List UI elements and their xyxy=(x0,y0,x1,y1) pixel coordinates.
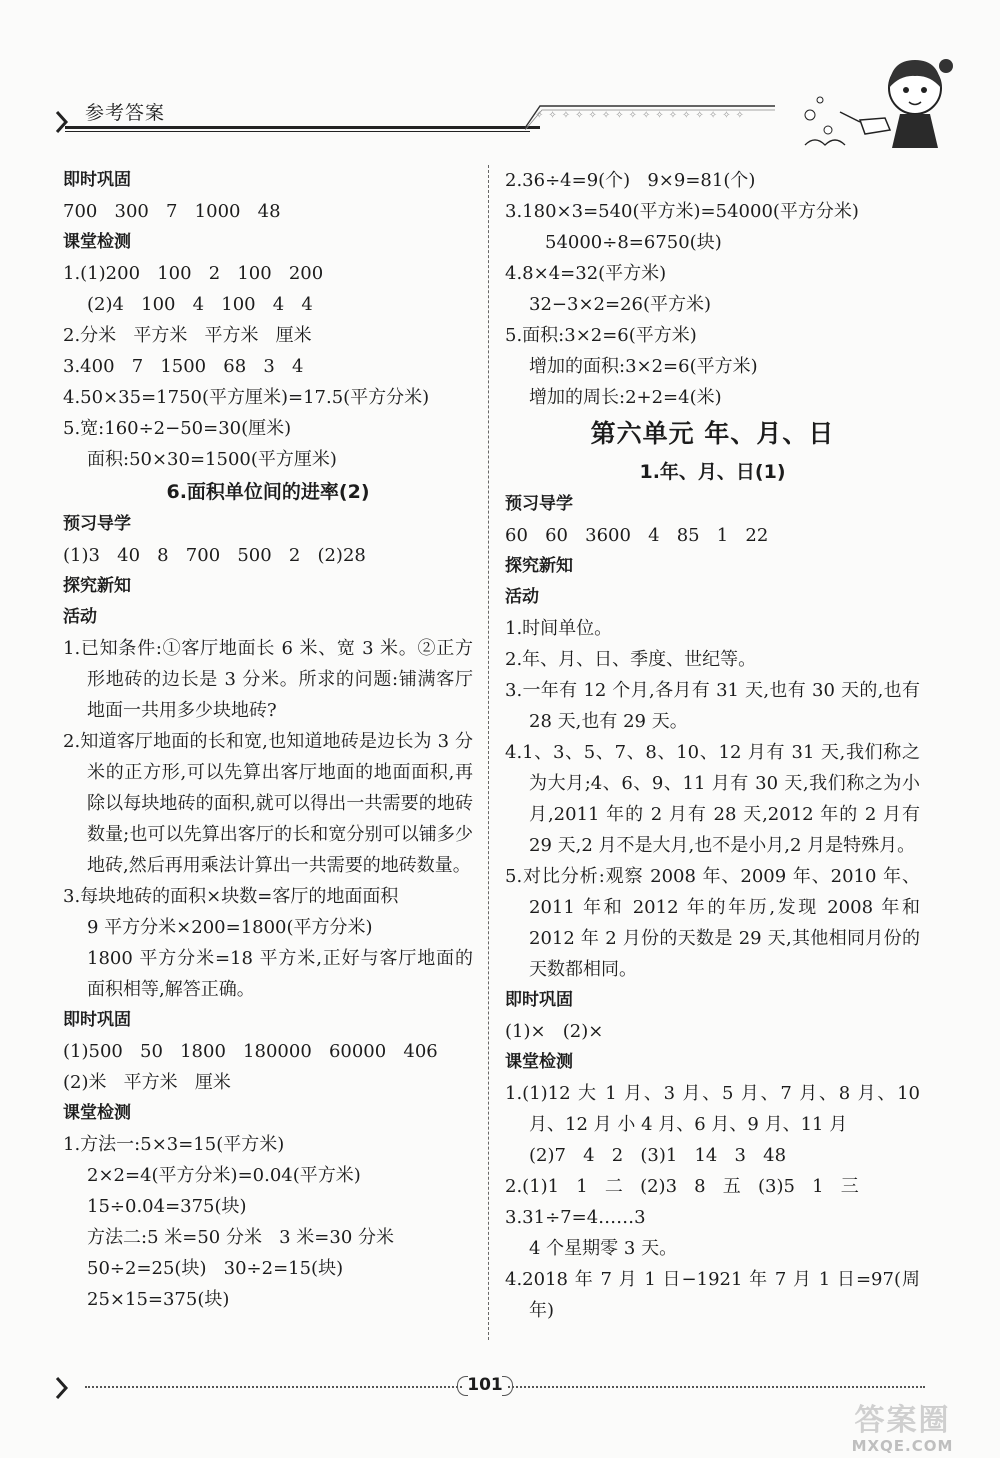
unit-title: 第六单元 年、月、日 xyxy=(590,419,835,448)
answer-line: 2.36÷4=9(个) 9×9=81(个) xyxy=(505,170,756,191)
answer-line: (1)500 50 1800 180000 60000 406 xyxy=(63,1041,438,1062)
answer-line: 2×2=4(平方分米)=0.04(平方米) xyxy=(87,1165,361,1186)
section-heading: 课堂检测 xyxy=(63,1103,131,1123)
answer-paragraph: 4.2018 年 7 月 1 日−1921 年 7 月 1 日=97(周年) xyxy=(505,1269,920,1321)
answer-line: 增加的周长:2+2=4(米) xyxy=(529,387,722,408)
answer-line: 2.(1)1 1 二 (2)3 8 五 (3)5 1 三 xyxy=(505,1176,859,1197)
answer-paragraph: 1800 平方分米=18 平方米,正好与客厅地面的面积相等,解答正确。 xyxy=(87,948,473,1000)
footer-arrow-icon xyxy=(55,1376,69,1400)
answer-line: 2.分米 平方米 平方米 厘米 xyxy=(63,325,312,346)
answer-line: (2)4 100 4 100 4 4 xyxy=(87,294,313,315)
answer-line: 3.31÷7=4……3 xyxy=(505,1207,646,1228)
section-heading: 预习导学 xyxy=(63,514,131,534)
answer-line: 1.方法一:5×3=15(平方米) xyxy=(63,1134,285,1155)
lesson-title: 1.年、月、日(1) xyxy=(639,461,786,483)
answer-line: 15÷0.04=375(块) xyxy=(87,1196,247,1217)
answer-line: 9 平方分米×200=1800(平方分米) xyxy=(87,917,373,938)
answer-line: 50÷2=25(块) 30÷2=15(块) xyxy=(87,1258,344,1279)
column-divider xyxy=(488,165,489,1340)
answer-line: 25×15=375(块) xyxy=(87,1289,230,1310)
answer-paragraph: 3.一年有 12 个月,各月有 31 天,也有 30 天的,也有 28 天,也有 29 天。 xyxy=(505,680,920,732)
mascot-girl-watering-icon xyxy=(790,50,960,150)
answer-line: (1)3 40 8 700 500 2 (2)28 xyxy=(63,545,366,566)
section-heading: 探究新知 xyxy=(63,576,131,596)
answer-paragraph: 4.1、3、5、7、8、10、12 月有 31 天,我们称之为大月;4、6、9、11 月有 30 天,我们称之为小月,2011 年的 2 月有 28 天,2012 年的 2 月有 29 天,2 月不是大月,也不是小月,2 月是特殊月。 xyxy=(505,742,920,856)
section-heading: 活动 xyxy=(505,587,539,607)
header-rule xyxy=(65,126,540,129)
answer-line: 3.180×3=540(平方米)=54000(平方分米) xyxy=(505,201,859,222)
right-answer-column xyxy=(505,165,920,1326)
left-answer-column xyxy=(63,165,473,1315)
answer-line: 增加的面积:3×2=6(平方米) xyxy=(529,356,758,377)
answer-paragraph: 1.(1)12 大 1 月、3 月、5 月、7 月、8 月、10 月、12 月 小 4 月、6 月、9 月、11 月 xyxy=(505,1083,920,1135)
section-heading: 即时巩固 xyxy=(63,1010,131,1030)
answer-line: 面积:50×30=1500(平方厘米) xyxy=(87,449,337,470)
section-heading: 预习导学 xyxy=(505,494,573,514)
section-heading: 即时巩固 xyxy=(505,990,573,1010)
header-pattern: ✧✧✧✧✧✧✧✧✧✧✧✧✧✧✧✧ xyxy=(535,110,750,121)
page-number: 101 xyxy=(463,1372,507,1398)
answer-line: 3.400 7 1500 68 3 4 xyxy=(63,356,304,377)
answer-line: 1.时间单位。 xyxy=(505,618,613,639)
answer-line: 5.宽:160÷2−50=30(厘米) xyxy=(63,418,292,439)
answer-line: 4.8×4=32(平方米) xyxy=(505,263,667,284)
answer-line: (1)× (2)× xyxy=(505,1021,604,1042)
answer-line: 4 个星期零 3 天。 xyxy=(529,1238,678,1259)
answer-line: 700 300 7 1000 48 xyxy=(63,201,281,222)
answer-line: 方法二:5 米=50 分米 3 米=30 分米 xyxy=(87,1227,394,1248)
answer-line: 32−3×2=26(平方米) xyxy=(529,294,712,315)
watermark-url: MXQE.COM xyxy=(851,1437,954,1455)
answer-line: 4.50×35=1750(平方厘米)=17.5(平方分米) xyxy=(63,387,430,408)
answer-line: 2.年、月、日、季度、世纪等。 xyxy=(505,649,757,670)
answer-paragraph: 1.已知条件:①客厅地面长 6 米、宽 3 米。②正方形地砖的边长是 3 分米。所求的问题:铺满客厅地面一共用多少块地砖? xyxy=(63,638,473,721)
answer-line: 60 60 3600 4 85 1 22 xyxy=(505,525,769,546)
section-heading: 即时巩固 xyxy=(63,170,131,190)
answer-paragraph: 2.知道客厅地面的长和宽,也知道地砖是边长为 3 分米的正方形,可以先算出客厅地面的地面面积,再除以每块地砖的面积,就可以得出一共需要的地砖数量;也可以先算出客厅的长和宽分别可以铺多少地砖,然后再用乘法计算出一共需要的地砖数量。 xyxy=(63,731,473,876)
answer-line: (2)米 平方米 厘米 xyxy=(63,1072,231,1093)
section-heading: 活动 xyxy=(63,607,97,627)
header-rule-thin xyxy=(65,131,530,132)
lesson-title: 6.面积单位间的进率(2) xyxy=(166,481,370,503)
section-heading: 探究新知 xyxy=(505,556,573,576)
section-heading: 课堂检测 xyxy=(505,1052,573,1072)
answer-line: 54000÷8=6750(块) xyxy=(545,232,722,253)
answer-paragraph: 5.对比分析:观察 2008 年、2009 年、2010 年、2011 年和 2012 年的年历,发现 2008 年和 2012 年 2 月份的天数是 29 天,其他相同月份的天数都相同。 xyxy=(505,866,920,980)
watermark-title: 答案圈 xyxy=(854,1403,951,1438)
header-title: 参考答案 xyxy=(85,102,166,124)
answer-line: (2)7 4 2 (3)1 14 3 48 xyxy=(529,1145,787,1166)
watermark-logo xyxy=(810,1405,995,1455)
answer-line: 3.每块地砖的面积×块数=客厅的地面面积 xyxy=(63,886,399,907)
section-heading: 课堂检测 xyxy=(63,232,131,252)
answer-line: 1.(1)200 100 2 100 200 xyxy=(63,263,324,284)
answer-line: 5.面积:3×2=6(平方米) xyxy=(505,325,697,346)
